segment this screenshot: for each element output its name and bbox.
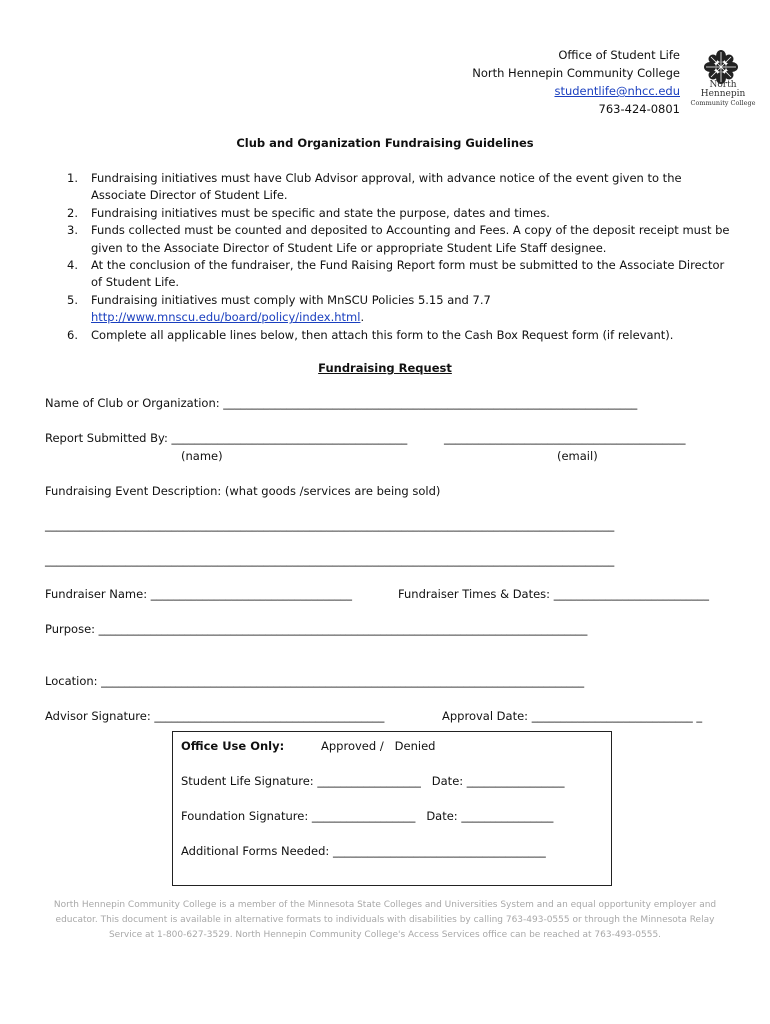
event-description-line-1[interactable]: ___________________________________________________________________________________________________ xyxy=(45,518,615,532)
guideline-number: 6. xyxy=(67,327,78,342)
report-email-field[interactable]: __________________________________________ xyxy=(444,431,686,445)
guideline-text: Fundraising initiatives must have Club Advisor approval, with advance notice of the event given to the Associate Director of Student Life. xyxy=(91,171,682,203)
student-life-signature-field[interactable]: Student Life Signature: __________________ Date: _________________ xyxy=(181,774,565,788)
additional-forms-field[interactable]: Additional Forms Needed: _____________________________________ xyxy=(181,844,546,858)
purpose-field[interactable]: Purpose: _____________________________________________________________________________________ xyxy=(45,622,588,636)
report-submitted-by-field[interactable]: Report Submitted By: _________________________________________ xyxy=(45,431,408,445)
guideline-number: 5. xyxy=(67,292,78,307)
document-title: Club and Organization Fundraising Guidelines xyxy=(236,136,534,150)
policy-link[interactable]: http://www.mnscu.edu/board/policy/index.html xyxy=(91,310,361,325)
flower-logo-icon xyxy=(704,50,738,84)
guidelines-list xyxy=(45,170,735,344)
college-name: North Hennepin Community College xyxy=(472,66,680,80)
college-logo xyxy=(688,48,756,106)
approval-status[interactable]: Approved / Denied xyxy=(321,739,436,753)
guideline-number: 2. xyxy=(67,205,78,220)
event-description-label: Fundraising Event Description: (what goods /services are being sold) xyxy=(45,484,441,498)
guideline-item xyxy=(45,327,735,344)
logo-line-2: Community College xyxy=(690,99,756,107)
office-use-label: Office Use Only: xyxy=(181,739,285,753)
fundraiser-times-field[interactable]: Fundraiser Times & Dates: ___________________________ xyxy=(398,587,709,601)
guideline-text: Fundraising initiatives must be specific and state the purpose, dates and times. xyxy=(91,205,550,220)
org-name-field[interactable]: Name of Club or Organization: ________________________________________________________________________ xyxy=(45,396,638,410)
email-link[interactable]: studentlife@nhcc.edu xyxy=(554,84,680,98)
guideline-text: Complete all applicable lines below, then attach this form to the Cash Box Request form (if relevant). xyxy=(91,327,674,342)
guideline-item xyxy=(45,170,735,205)
guideline-item xyxy=(45,292,735,327)
guideline-text: At the conclusion of the fundraiser, the Fund Raising Report form must be submitted to the Associate Director of Student Life. xyxy=(91,258,725,290)
fundraiser-name-field[interactable]: Fundraiser Name: ___________________________________ xyxy=(45,587,352,601)
approval-date-field[interactable]: Approval Date: ____________________________ _ xyxy=(442,709,703,723)
event-description-line-2[interactable]: ___________________________________________________________________________________________________ xyxy=(45,553,615,567)
guideline-text: Funds collected must be counted and deposited to Accounting and Fees. A copy of the deposit receipt must be given to the Associate Director of Student Life or appropriate Student Life Staff designee. xyxy=(91,223,730,255)
location-field[interactable]: Location: ____________________________________________________________________________________ xyxy=(45,674,585,688)
fundraising-request-heading: Fundraising Request xyxy=(318,361,452,375)
advisor-signature-field[interactable]: Advisor Signature: ________________________________________ xyxy=(45,709,385,723)
office-name: Office of Student Life xyxy=(558,48,680,62)
guideline-item xyxy=(45,222,735,257)
email-caption: (email) xyxy=(557,449,598,463)
footer-disclaimer: North Hennepin Community College is a member of the Minnesota State Colleges and Universities System and an equal opportunity employer and educator. This document is available in alternative formats to individuals with disabilities by calling 763-493-0555 or through the Minnesota Relay Service at 1-800-627-3529. North Hennepin Community College's Access Services office can be reached at 763-493-0555. xyxy=(53,900,717,940)
foundation-signature-field[interactable]: Foundation Signature: __________________ Date: ________________ xyxy=(181,809,554,823)
logo-text xyxy=(688,81,758,108)
guideline-number: 1. xyxy=(67,171,78,185)
guideline-punctuation: . xyxy=(360,310,365,325)
guideline-text: Fundraising initiatives must comply with MnSCU Policies 5.15 and 7.7 xyxy=(91,292,491,307)
guideline-number: 3. xyxy=(67,223,78,238)
guideline-number: 4. xyxy=(67,258,78,273)
guideline-item xyxy=(45,205,735,222)
name-caption: (name) xyxy=(181,449,223,463)
guideline-item xyxy=(45,257,735,292)
logo-line-1: North Hennepin xyxy=(700,80,746,99)
phone-number: 763-424-0801 xyxy=(598,102,680,116)
header-contact xyxy=(472,46,680,118)
office-use-box xyxy=(172,731,612,886)
